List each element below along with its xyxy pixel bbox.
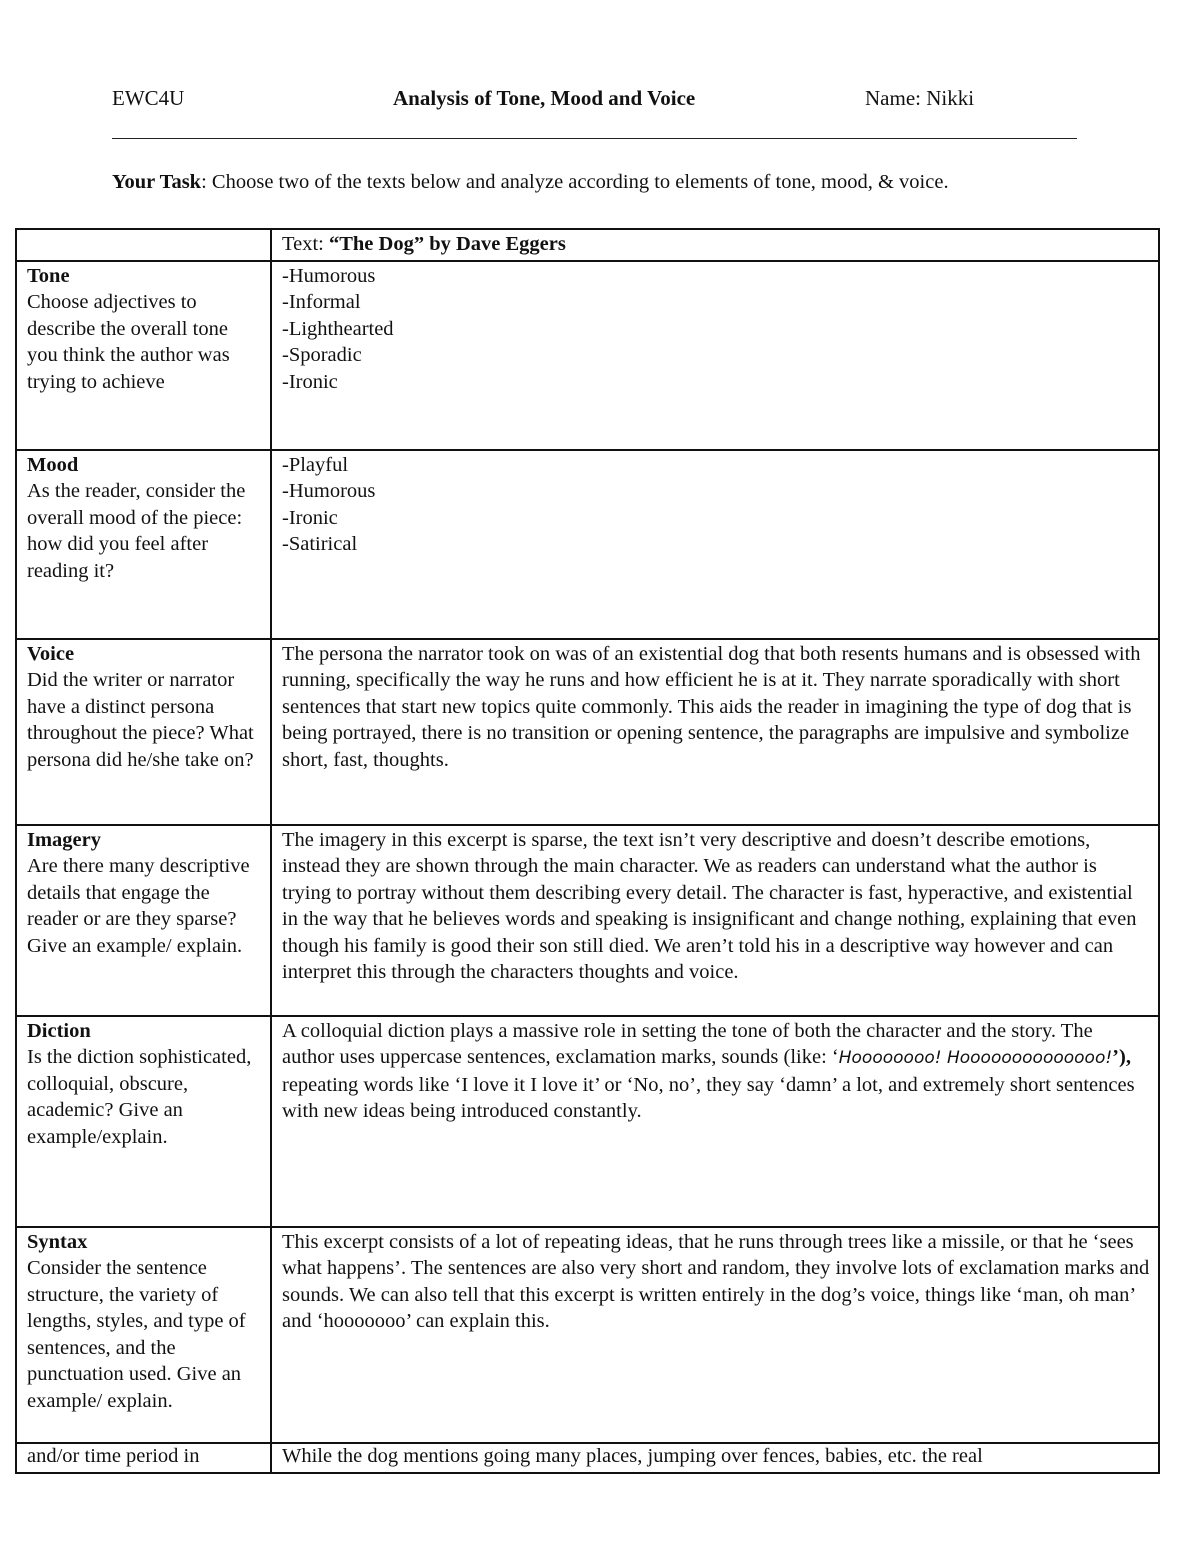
diction-sound-close: ’), bbox=[1112, 1046, 1131, 1068]
table-row-setting bbox=[16, 1443, 1159, 1473]
diction-prompt-cell bbox=[16, 1016, 271, 1227]
table-row-voice bbox=[16, 639, 1159, 825]
imagery-answer-cell bbox=[271, 825, 1159, 1016]
syntax-heading: Syntax bbox=[27, 1230, 88, 1253]
setting-prompt: and/or time period in bbox=[27, 1444, 200, 1467]
voice-answer: The persona the narrator took on was of an existential dog that both resents humans and is obsessed with running, specifically the way he runs and how efficient he is at it. They narrate sporadically with short sentences that start new topics quite commonly. This aids the reader in imagining the type of dog that is being portrayed, there is no transition or opening sentence, the paragraphs are impulsive and symbolize short, fast, thoughts. bbox=[282, 642, 1141, 771]
mood-heading: Mood bbox=[27, 453, 79, 476]
mood-answer-cell bbox=[271, 450, 1159, 639]
list-item: -Ironic bbox=[282, 370, 338, 393]
list-item: -Satirical bbox=[282, 533, 358, 555]
table-row-mood bbox=[16, 450, 1159, 639]
imagery-prompt-cell bbox=[16, 825, 271, 1016]
tone-prompt: Choose adjectives to describe the overall tone you think the author was trying to achieve bbox=[27, 291, 230, 393]
imagery-answer: The imagery in this excerpt is sparse, the text isn’t very descriptive and doesn’t describe emotions, instead they are shown through the main character. We as readers can understand what the author is trying to portray without them describing every detail. The character is fast, hyperactive, and existential in the way that he believes words and speaking is insignificant and change nothing, explaining that even though his family is good their son still died. We aren’t told his in a descriptive way however and can interpret this through the characters thoughts and voice. bbox=[282, 828, 1137, 983]
task-instructions bbox=[112, 171, 1092, 194]
list-item: -Lighthearted bbox=[282, 317, 394, 340]
analysis-table bbox=[15, 228, 1160, 1474]
syntax-prompt-cell bbox=[16, 1227, 271, 1443]
setting-answer-cell bbox=[271, 1443, 1159, 1473]
document-title: Analysis of Tone, Mood and Voice bbox=[393, 86, 696, 110]
syntax-answer: This excerpt consists of a lot of repeating ideas, that he runs through trees like a missile, or that he ‘sees what happens’. The sentences are also very short and random, they involve lots of exclamation marks and sounds. We can also tell that this excerpt is written entirely in the dog’s voice, things like ‘man, oh man’ and ‘hooooooo’ can explain this. bbox=[282, 1230, 1150, 1332]
text-prefix: Text: bbox=[282, 233, 329, 255]
text-title-cell bbox=[271, 229, 1159, 261]
list-item: -Ironic bbox=[282, 506, 338, 529]
diction-prompt: Is the diction sophisticated, colloquial, obscure, academic? Give an example/explain. bbox=[27, 1046, 252, 1148]
table-row-syntax bbox=[16, 1227, 1159, 1443]
header-divider bbox=[112, 138, 1077, 139]
table-row-imagery bbox=[16, 825, 1159, 1016]
tone-prompt-cell bbox=[16, 261, 271, 450]
diction-sound-example: Hoooooooo! Hoooooooooooooo! bbox=[838, 1048, 1113, 1068]
diction-answer-end: repeating words like ‘I love it I love it’ or ‘No, no’, they say ‘damn’ a lot, and extremely short sentences with new ideas being introduced constantly. bbox=[282, 1073, 1135, 1122]
text-title: “The Dog” by Dave Eggers bbox=[328, 233, 566, 255]
diction-answer-start: A colloquial diction plays a massive role in setting the tone of both the character and the story. The author uses uppercase sentences, exclamation marks, sounds (like: ‘ bbox=[282, 1019, 1093, 1068]
table-row-diction bbox=[16, 1016, 1159, 1227]
document-header bbox=[112, 86, 1077, 116]
voice-prompt: Did the writer or narrator have a distinct persona throughout the piece? What persona did he/she take on? bbox=[27, 669, 254, 771]
setting-prompt-cell bbox=[16, 1443, 271, 1473]
table-header-row bbox=[16, 229, 1159, 261]
task-label: Your Task bbox=[112, 171, 202, 193]
list-item: -Humorous bbox=[282, 264, 376, 287]
setting-answer: While the dog mentions going many places, jumping over fences, babies, etc. the real bbox=[282, 1444, 983, 1467]
tone-heading: Tone bbox=[27, 264, 70, 287]
syntax-prompt: Consider the sentence structure, the variety of lengths, styles, and type of sentences, and the punctuation used. Give an example/ explain. bbox=[27, 1257, 246, 1412]
voice-answer-cell bbox=[271, 639, 1159, 825]
student-name: Name: Nikki bbox=[865, 86, 975, 110]
table-row-tone bbox=[16, 261, 1159, 450]
voice-prompt-cell bbox=[16, 639, 271, 825]
mood-prompt: As the reader, consider the overall mood of the piece: how did you feel after reading it? bbox=[27, 480, 246, 582]
imagery-heading: Imagery bbox=[27, 828, 102, 851]
list-item: -Sporadic bbox=[282, 344, 362, 366]
task-text: : Choose two of the texts below and analyze according to elements of tone, mood, & voice. bbox=[201, 171, 949, 193]
diction-heading: Diction bbox=[27, 1019, 91, 1042]
list-item: -Playful bbox=[282, 453, 349, 476]
course-code: EWC4U bbox=[112, 86, 185, 110]
diction-answer-cell bbox=[271, 1016, 1159, 1227]
header-empty-cell bbox=[16, 229, 271, 261]
tone-answer-cell bbox=[271, 261, 1159, 450]
mood-prompt-cell bbox=[16, 450, 271, 639]
list-item: -Humorous bbox=[282, 480, 376, 502]
syntax-answer-cell bbox=[271, 1227, 1159, 1443]
voice-heading: Voice bbox=[27, 642, 75, 665]
imagery-prompt: Are there many descriptive details that engage the reader or are they sparse? Give an example/ explain. bbox=[27, 855, 250, 957]
list-item: -Informal bbox=[282, 291, 361, 313]
